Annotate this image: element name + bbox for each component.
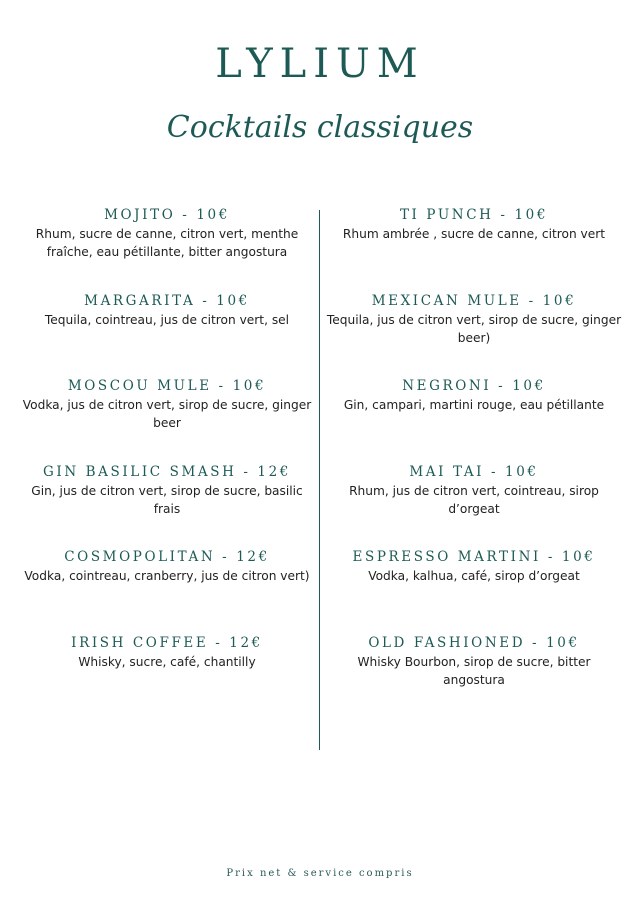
menu-column-left bbox=[17, 206, 317, 719]
menu-item-title: ESPRESSO MARTINI - 10€ bbox=[352, 549, 596, 565]
menu-item-description: Gin, jus de citron vert, sirop de sucre, basilic frais bbox=[31, 483, 303, 516]
menu-item-description: Rhum ambrée , sucre de canne, citron vert bbox=[342, 227, 606, 241]
menu-item bbox=[324, 463, 624, 549]
menu-item bbox=[17, 463, 317, 549]
menu-item-description: Rhum, jus de citron vert, cointreau, sirop d’orgeat bbox=[349, 483, 599, 516]
menu-item bbox=[17, 206, 317, 292]
menu-item bbox=[324, 292, 624, 378]
menu-item bbox=[324, 206, 624, 292]
menu-column-right bbox=[324, 206, 624, 719]
menu-item-title: MEXICAN MULE - 10€ bbox=[371, 292, 577, 309]
menu-item-title: OLD FASHIONED - 10€ bbox=[368, 634, 580, 651]
brand-title: LYLIUM bbox=[215, 41, 425, 87]
menu-item-description: Whisky Bourbon, sirop de sucre, bitter angostura bbox=[357, 654, 591, 687]
menu-item bbox=[324, 548, 624, 634]
menu-item-title: IRISH COFFEE - 12€ bbox=[71, 634, 263, 651]
menu-subtitle: Cocktails classiques bbox=[166, 110, 474, 145]
menu-item-title: MARGARITA - 10€ bbox=[84, 292, 250, 309]
menu-item-description: Gin, campari, martini rouge, eau pétillante bbox=[343, 398, 605, 412]
menu-item bbox=[324, 634, 624, 720]
menu-item-description: Rhum, sucre de canne, citron vert, menthe fraîche, eau pétillante, bitter angostura bbox=[35, 227, 299, 259]
menu-item-title: MOSCOU MULE - 10€ bbox=[67, 378, 267, 394]
menu-item bbox=[17, 292, 317, 378]
menu-item bbox=[17, 634, 317, 720]
menu-item bbox=[17, 548, 317, 634]
menu-item-title: COSMOPOLITAN - 12€ bbox=[64, 549, 270, 565]
menu-item-description: Vodka, kalhua, café, sirop d’orgeat bbox=[368, 569, 580, 583]
menu-item-description: Vodka, cointreau, cranberry, jus de citron vert) bbox=[24, 569, 310, 583]
menu-item-description: Vodka, jus de citron vert, sirop de sucre, ginger beer bbox=[22, 398, 312, 430]
menu-item-title: MAI TAI - 10€ bbox=[409, 463, 539, 480]
menu-item bbox=[324, 377, 624, 463]
menu-item bbox=[17, 377, 317, 463]
menu-item-description: Whisky, sucre, café, chantilly bbox=[78, 654, 256, 669]
menu-item-title: TI PUNCH - 10€ bbox=[399, 207, 549, 223]
footer-note: Prix net & service compris bbox=[226, 868, 414, 879]
menu-item-description: Tequila, jus de citron vert, sirop de sucre, ginger beer) bbox=[326, 312, 622, 345]
menu-item-title: NEGRONI - 10€ bbox=[402, 378, 546, 394]
menu-item-title: MOJITO - 10€ bbox=[104, 207, 230, 223]
menu-item-description: Tequila, cointreau, jus de citron vert, sel bbox=[44, 312, 290, 327]
menu-item-title: GIN BASILIC SMASH - 12€ bbox=[43, 463, 291, 480]
column-divider bbox=[319, 210, 320, 750]
